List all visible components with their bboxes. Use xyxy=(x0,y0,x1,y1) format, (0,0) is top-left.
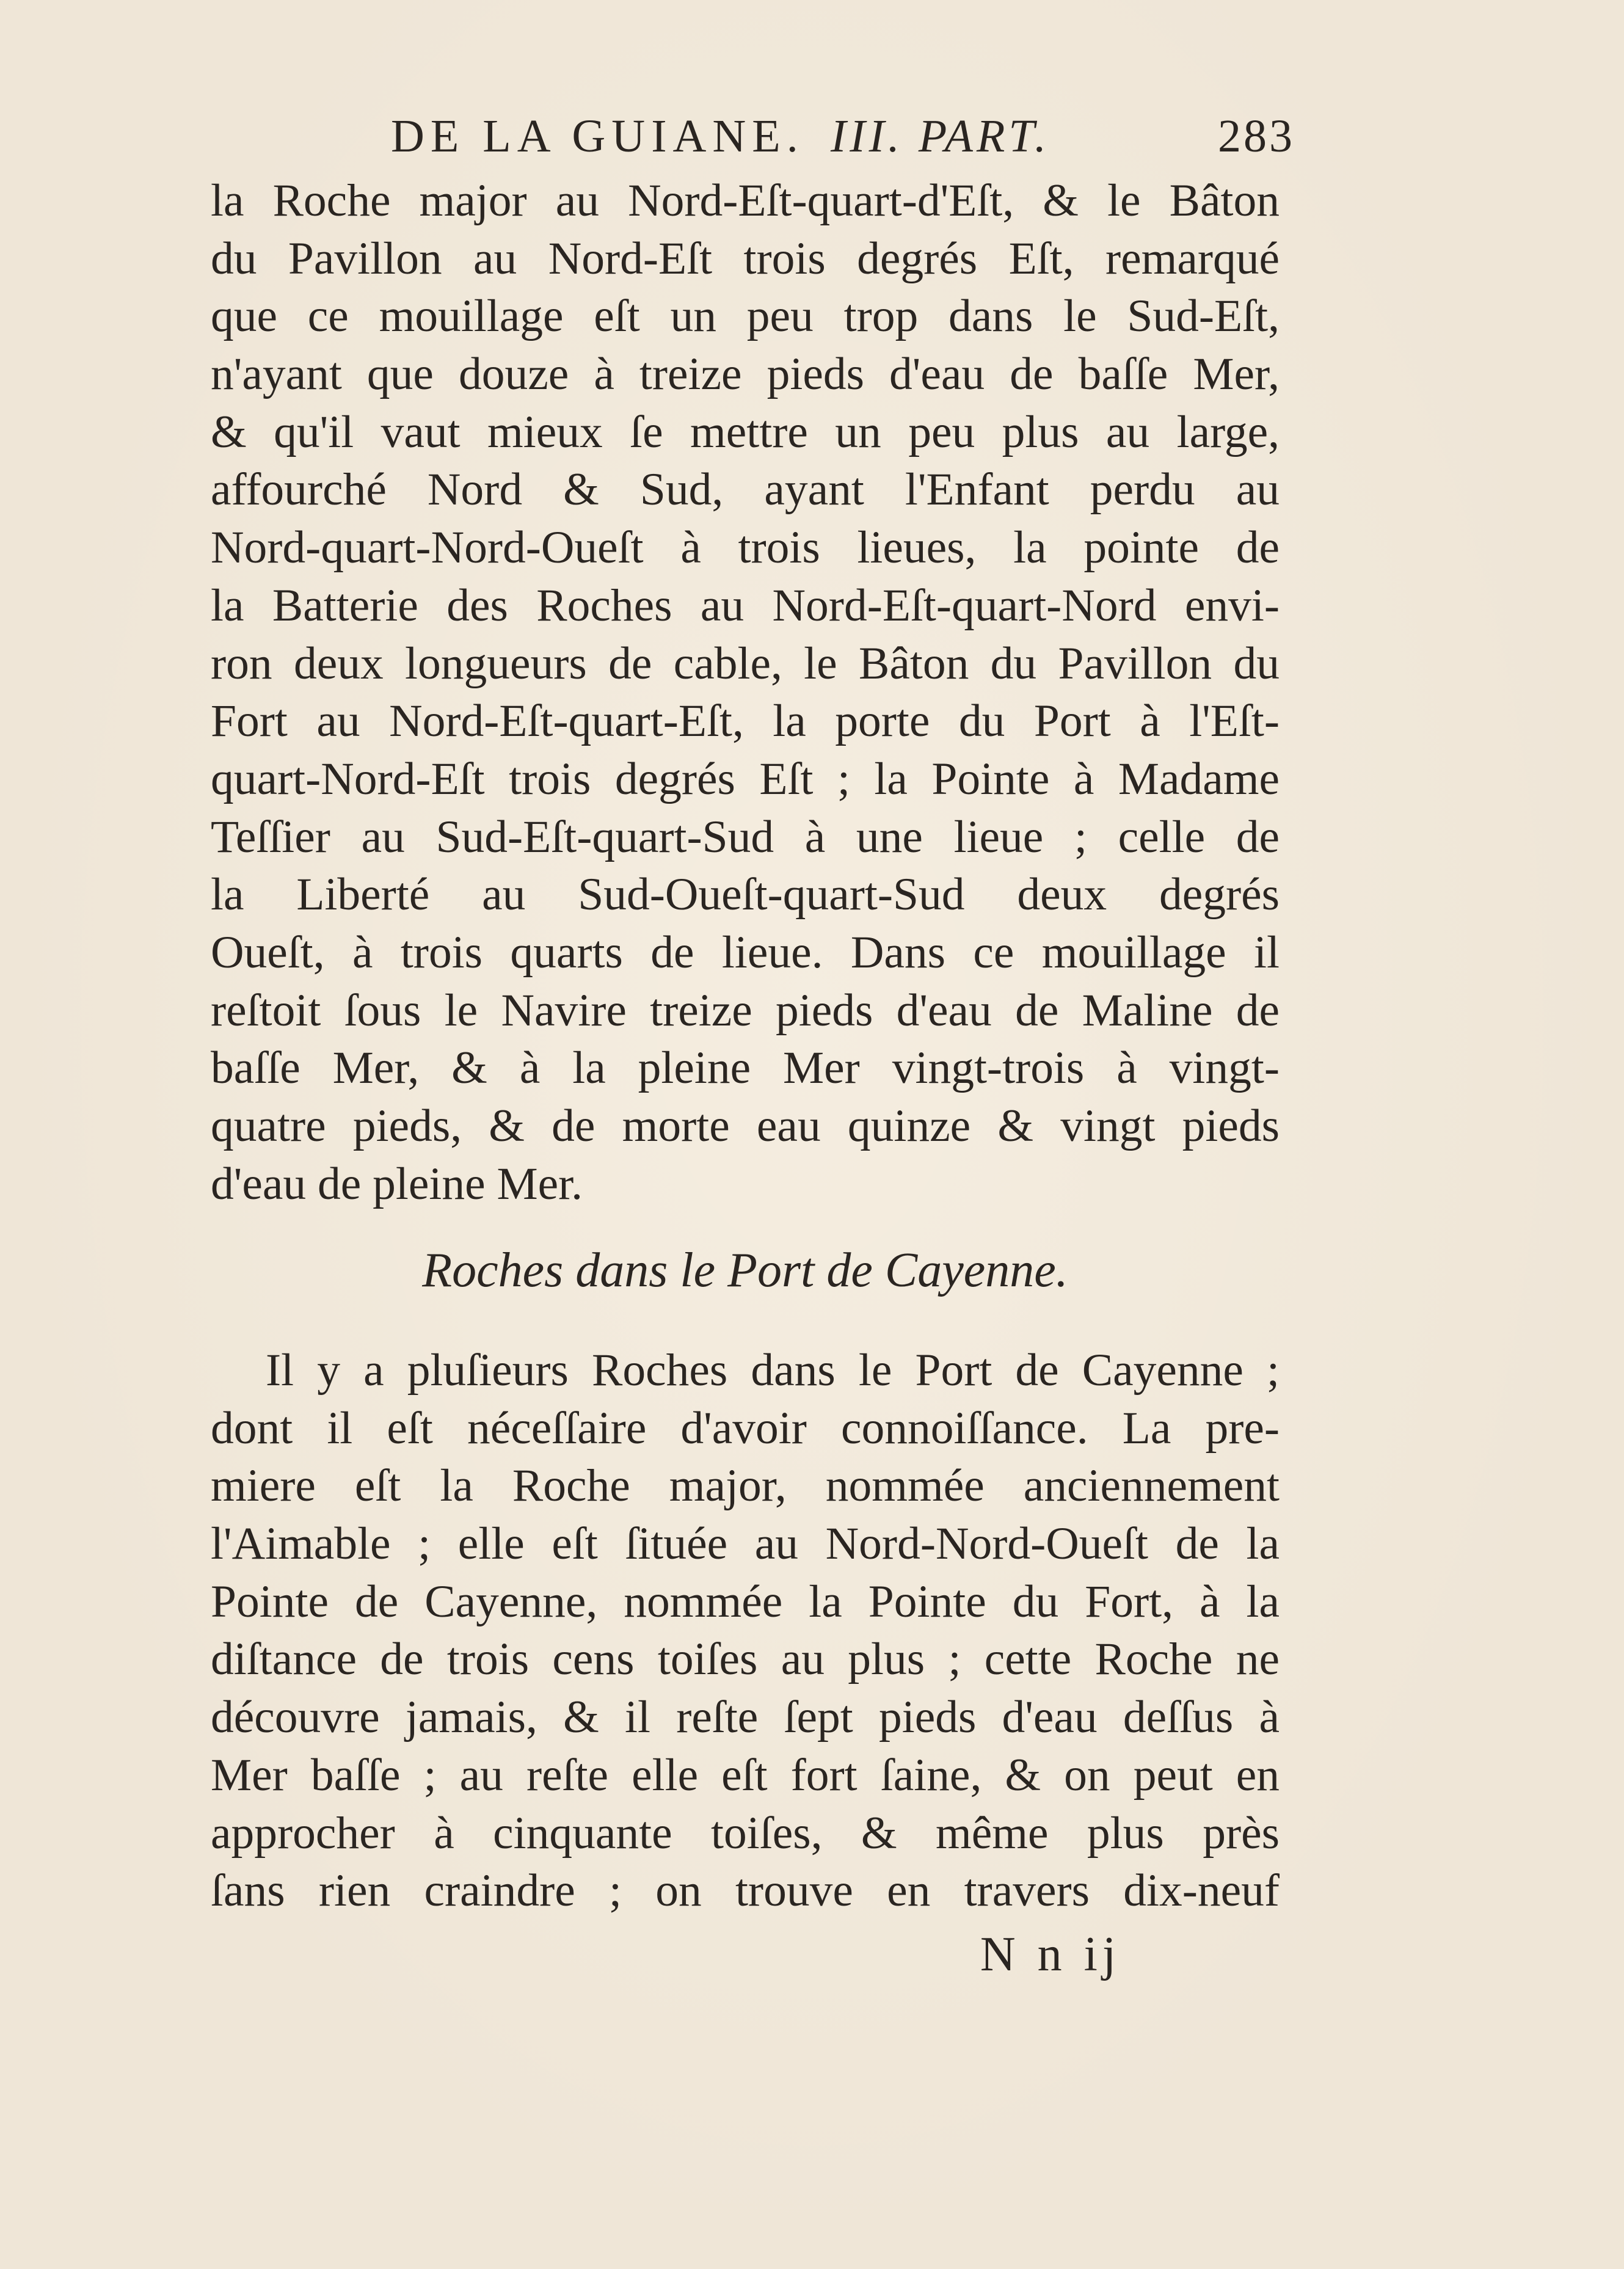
text-line: du Pavillon au Nord-Eſt trois degrés Eſt, remarqué xyxy=(211,233,1280,284)
text-line: approcher à cinquante toiſes, & même plus près xyxy=(211,1807,1280,1859)
text-line: dont il eſt néceſſaire d'avoir connoiſſance. La pre- xyxy=(211,1402,1280,1454)
text-line: ron deux longueurs de cable, le Bâton du Pavillon du xyxy=(211,638,1280,689)
text-line: la Liberté au Sud-Oueſt-quart-Sud deux degrés xyxy=(211,869,1280,920)
text-line: reſtoit ſous le Navire treize pieds d'eau de Maline de xyxy=(211,985,1280,1036)
text-line: la Roche major au Nord-Eſt-quart-d'Eſt, & le Bâton xyxy=(211,175,1280,226)
text-line: diſtance de trois cens toiſes au plus ; cette Roche ne xyxy=(211,1634,1280,1685)
text-line: la Batterie des Roches au Nord-Eſt-quart-Nord envi- xyxy=(211,580,1280,631)
text-line: l'Aimable ; elle eſt ſituée au Nord-Nord-Oueſt de la xyxy=(211,1518,1280,1570)
text-line: affourché Nord & Sud, ayant l'Enfant perdu au xyxy=(211,464,1280,515)
text-line: Pointe de Cayenne, nommée la Pointe du Fort, à la xyxy=(211,1576,1280,1627)
text-line: quart-Nord-Eſt trois degrés Eſt ; la Pointe à Madame xyxy=(211,753,1280,804)
text-line: Oueſt, à trois quarts de lieue. Dans ce mouillage il xyxy=(211,927,1280,978)
text-line: Il y a pluſieurs Roches dans le Port de Cayenne ; xyxy=(266,1345,1280,1396)
page-number: 283 xyxy=(1218,111,1295,162)
running-header xyxy=(391,103,1295,170)
part-label: III. PART. xyxy=(831,111,1051,162)
signature-mark: N n ij xyxy=(980,1928,1121,1981)
paragraph-2 xyxy=(211,1342,1280,1920)
text-line: d'eau de pleine Mer. xyxy=(211,1158,583,1209)
text-line: ſans rien craindre ; on trouve en travers dix-neuf xyxy=(211,1865,1280,1917)
text-line: miere eſt la Roche major, nommée anciennement xyxy=(211,1460,1280,1512)
text-line: baſſe Mer, & à la pleine Mer vingt-trois à vingt- xyxy=(211,1043,1280,1094)
text-line: & qu'il vaut mieux ſe mettre un peu plus au large, xyxy=(211,406,1280,457)
text-line: découvre jamais, & il reſte ſept pieds d'eau deſſus à xyxy=(211,1692,1280,1743)
text-line: Fort au Nord-Eſt-quart-Eſt, la porte du Port à l'Eſt- xyxy=(211,696,1280,747)
text-line: Mer baſſe ; au reſte elle eſt fort ſaine, & on peut en xyxy=(211,1749,1280,1801)
running-title: DE LA GUIANE. xyxy=(391,111,804,162)
text-line: que ce mouillage eſt un peu trop dans le Sud-Eſt, xyxy=(211,291,1280,342)
text-line: n'ayant que douze à treize pieds d'eau de baſſe Mer, xyxy=(211,349,1280,400)
paragraph-1 xyxy=(211,172,1280,1213)
section-heading: Roches dans le Port de Cayenne. xyxy=(422,1244,1068,1297)
text-line: Teſſier au Sud-Eſt-quart-Sud à une lieue ; celle de xyxy=(211,811,1280,862)
text-line: quatre pieds, & de morte eau quinze & vingt pieds xyxy=(211,1101,1280,1151)
text-line: Nord-quart-Nord-Oueſt à trois lieues, la pointe de xyxy=(211,522,1280,574)
